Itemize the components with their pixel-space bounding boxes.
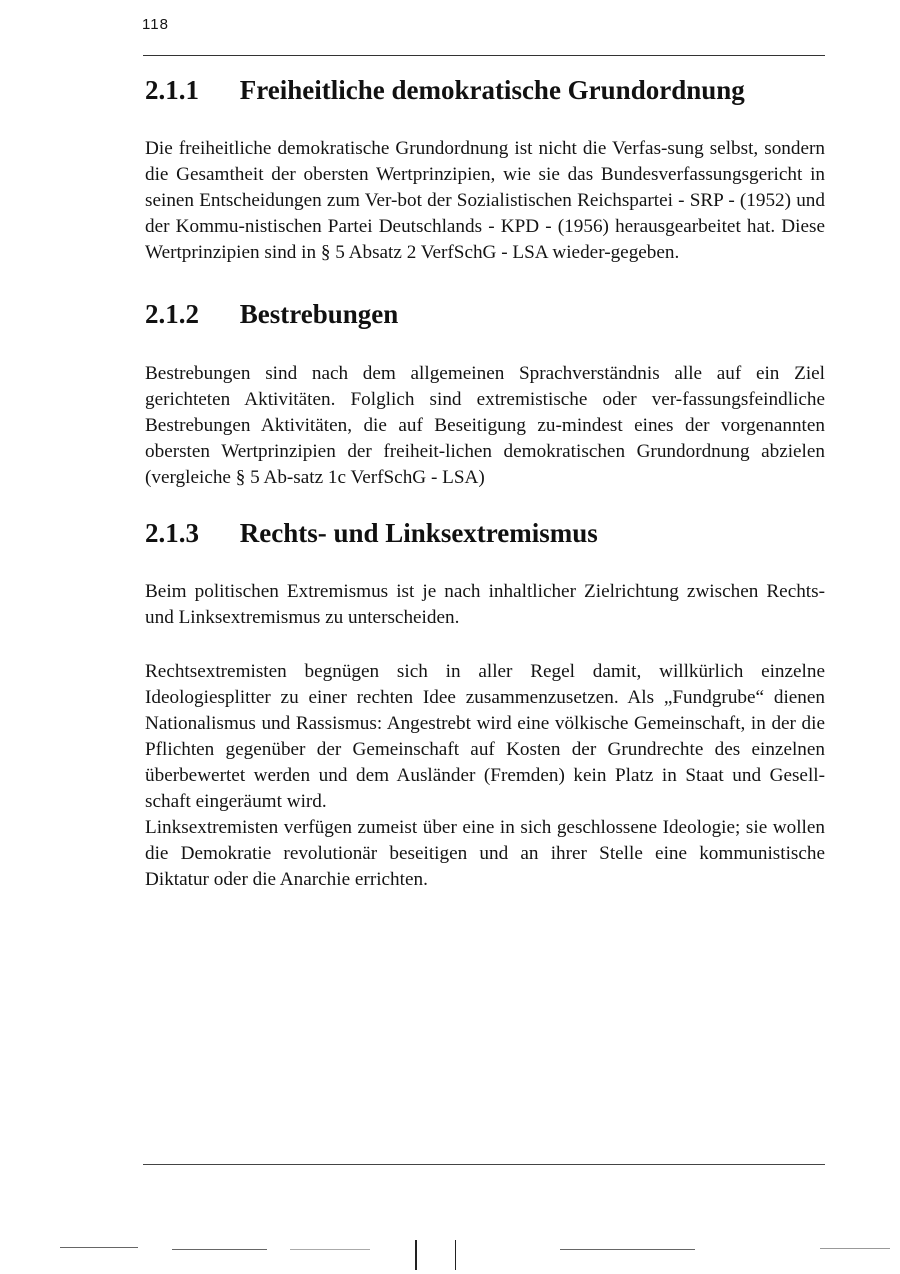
scan-line: [60, 1247, 138, 1248]
paragraph-linksextremisten: Linksextremisten verfügen zumeist über eine in sich geschlossene Ideologie; sie wollen die Demokratie revolutionär beseitigen und an ihrer Stelle eine kommunistische Diktatur oder die Anarchie errichten.: [145, 817, 825, 890]
paragraph-rechtsextremisten: Rechtsextremisten begnügen sich in aller Regel damit, willkürlich einzelne Ideologiesplitter zu einer rechten Idee zusammenzusetzen. Als „Fundgrube“ dienen Nationalismus und Rassismus: Angestrebt wird eine völkische Gemeinschaft, in der die Pflichten gegenüber der Gemeinschaft auf Kosten der Grundrechte des einzelnen überbewertet werden und dem Ausländer (Fremden) kein Platz in Staat und Gesell-schaft eingeräumt wird.: [145, 661, 825, 812]
section-number: 2.1.2: [145, 299, 199, 329]
crop-mark: [455, 1240, 456, 1270]
section-heading-2-1-2: [145, 296, 825, 332]
section-heading-2-1-1: [145, 72, 825, 108]
section-title: Freiheitliche demokratische Grundordnung: [239, 75, 745, 105]
section-number: 2.1.3: [145, 518, 199, 548]
paragraph-bestrebungen: Bestrebungen sind nach dem allgemeinen Sprachverständnis alle auf ein Ziel gerichteten Aktivitäten. Folglich sind extremistische oder ver-fassungsfeindliche Bestrebungen Aktivitäten, die auf Beseitigung zu-mindest eines der vorgenannten obersten Wertprinzipien der freiheit-lichen demokratischen Grundordnung abzielen (vergleiche § 5 Ab-satz 1c VerfSchG - LSA): [145, 363, 825, 488]
section-title: Rechts- und Linksextremismus: [239, 518, 598, 548]
page-number: 118: [142, 16, 169, 33]
paragraph-extremismus-intro: Beim politischen Extremismus ist je nach inhaltlicher Zielrichtung zwischen Rechts- und Linksextremismus zu unterscheiden.: [145, 581, 825, 628]
header-rule: [143, 55, 825, 56]
scan-line: [820, 1248, 890, 1249]
section-heading-2-1-3: [145, 515, 825, 551]
paragraph-fdgo-definition: Die freiheitliche demokratische Grundordnung ist nicht die Verfas-sung selbst, sondern die Gesamtheit der obersten Wertprinzipien, wie sie das Bundesverfassungsgericht in seinen Entscheidungen zum Ver-bot der Sozialistischen Reichspartei - SRP - (1952) und der Kommu-nistischen Partei Deutschlands - KPD - (1956) herausgearbeitet hat. Diese Wertprinzipien sind in § 5 Absatz 2 VerfSchG - LSA wieder-gegeben.: [145, 138, 825, 263]
section-number: 2.1.1: [145, 75, 199, 105]
page-content: [145, 62, 825, 893]
scan-line: [560, 1249, 695, 1250]
scan-line: [290, 1249, 370, 1250]
section-title: Bestrebungen: [239, 299, 399, 329]
scan-line: [172, 1249, 267, 1250]
crop-mark: [415, 1240, 417, 1270]
footer-rule: [143, 1164, 825, 1165]
